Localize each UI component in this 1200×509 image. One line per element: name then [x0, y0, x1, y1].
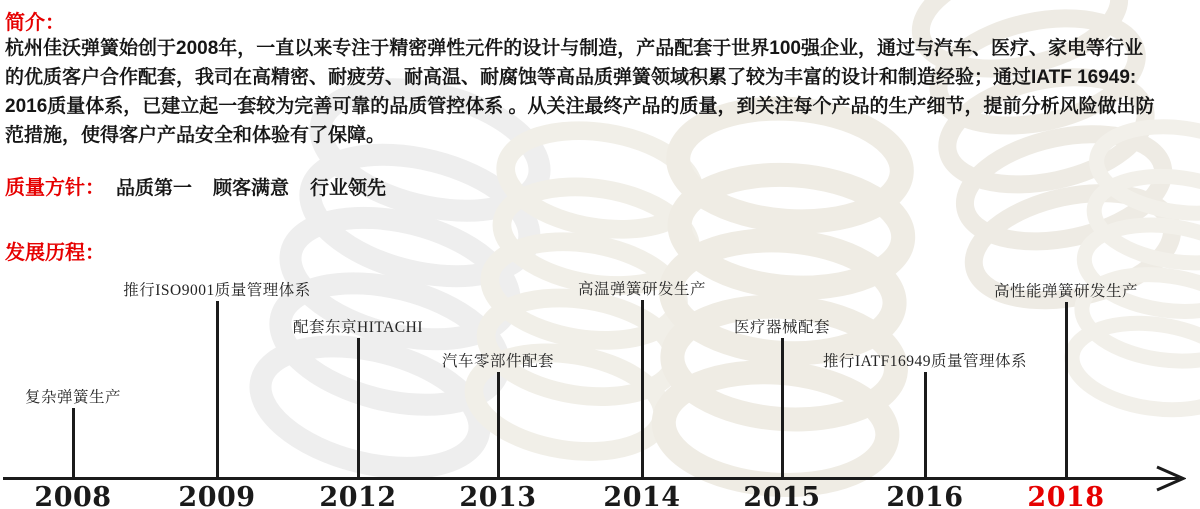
milestone-year: 2012 [319, 482, 397, 509]
milestone-stem [497, 372, 500, 477]
intro-paragraph-line: 2016质量体系，已建立起一套较为完善可靠的品质管控体系 。从关注最终产品的质量，到关注每个产品的生产细节，提前分析风险做出防 [5, 96, 1155, 117]
quality-policy-value: 行业领先 [310, 178, 387, 199]
milestone-label: 推行ISO9001质量管理体系 [123, 282, 311, 299]
intro-heading: 简介： [5, 12, 65, 34]
milestone-label: 推行IATF16949质量管理体系 [823, 353, 1027, 370]
milestone-stem [357, 338, 360, 477]
milestone-year: 2009 [178, 482, 256, 509]
development-heading: 发展历程： [5, 242, 105, 264]
quality-policy-heading: 质量方针： [5, 177, 105, 199]
arrow-right-icon [1152, 465, 1186, 493]
milestone-stem [216, 301, 219, 477]
milestone-stem [641, 300, 644, 477]
milestone-stem [781, 338, 784, 477]
timeline [0, 275, 1200, 509]
quality-policy-value: 顾客满意 [213, 178, 290, 199]
intro-paragraph-line: 范措施，使得客户产品安全和体验有了保障。 [5, 125, 386, 146]
milestone-label: 复杂弹簧生产 [24, 389, 122, 406]
milestone-label: 高性能弹簧研发生产 [993, 283, 1139, 300]
milestone-year: 2015 [743, 482, 821, 509]
quality-policy-value: 品质第一 [116, 178, 193, 199]
milestone-year: 2013 [459, 482, 537, 509]
milestone-year: 2016 [886, 482, 964, 509]
milestone-label: 汽车零部件配套 [441, 353, 555, 370]
milestone-year: 2008 [34, 482, 112, 509]
milestone-stem [924, 372, 927, 477]
milestone-stem [72, 408, 75, 477]
timeline-axis [3, 477, 1179, 480]
milestone-label: 配套东京HITACHI [293, 319, 423, 336]
milestone-label: 医疗器械配套 [733, 319, 831, 336]
milestone-stem [1065, 302, 1068, 477]
milestone-year: 2018 [1027, 482, 1105, 509]
milestone-label: 高温弹簧研发生产 [577, 281, 707, 298]
intro-paragraph-line: 杭州佳沃弹簧始创于2008年，一直以来专注于精密弹性元件的设计与制造，产品配套于世界100强企业，通过与汽车、医疗、家电等行业 [5, 38, 1143, 59]
intro-paragraph [5, 34, 1198, 150]
intro-paragraph-line: 的优质客户合作配套，我司在高精密、耐疲劳、耐高温、耐腐蚀等高品质弹簧领域积累了较为丰富的设计和制造经验；通过IATF 16949: [5, 67, 1137, 88]
quality-policy-row [5, 171, 386, 200]
milestone-year: 2014 [603, 482, 681, 509]
